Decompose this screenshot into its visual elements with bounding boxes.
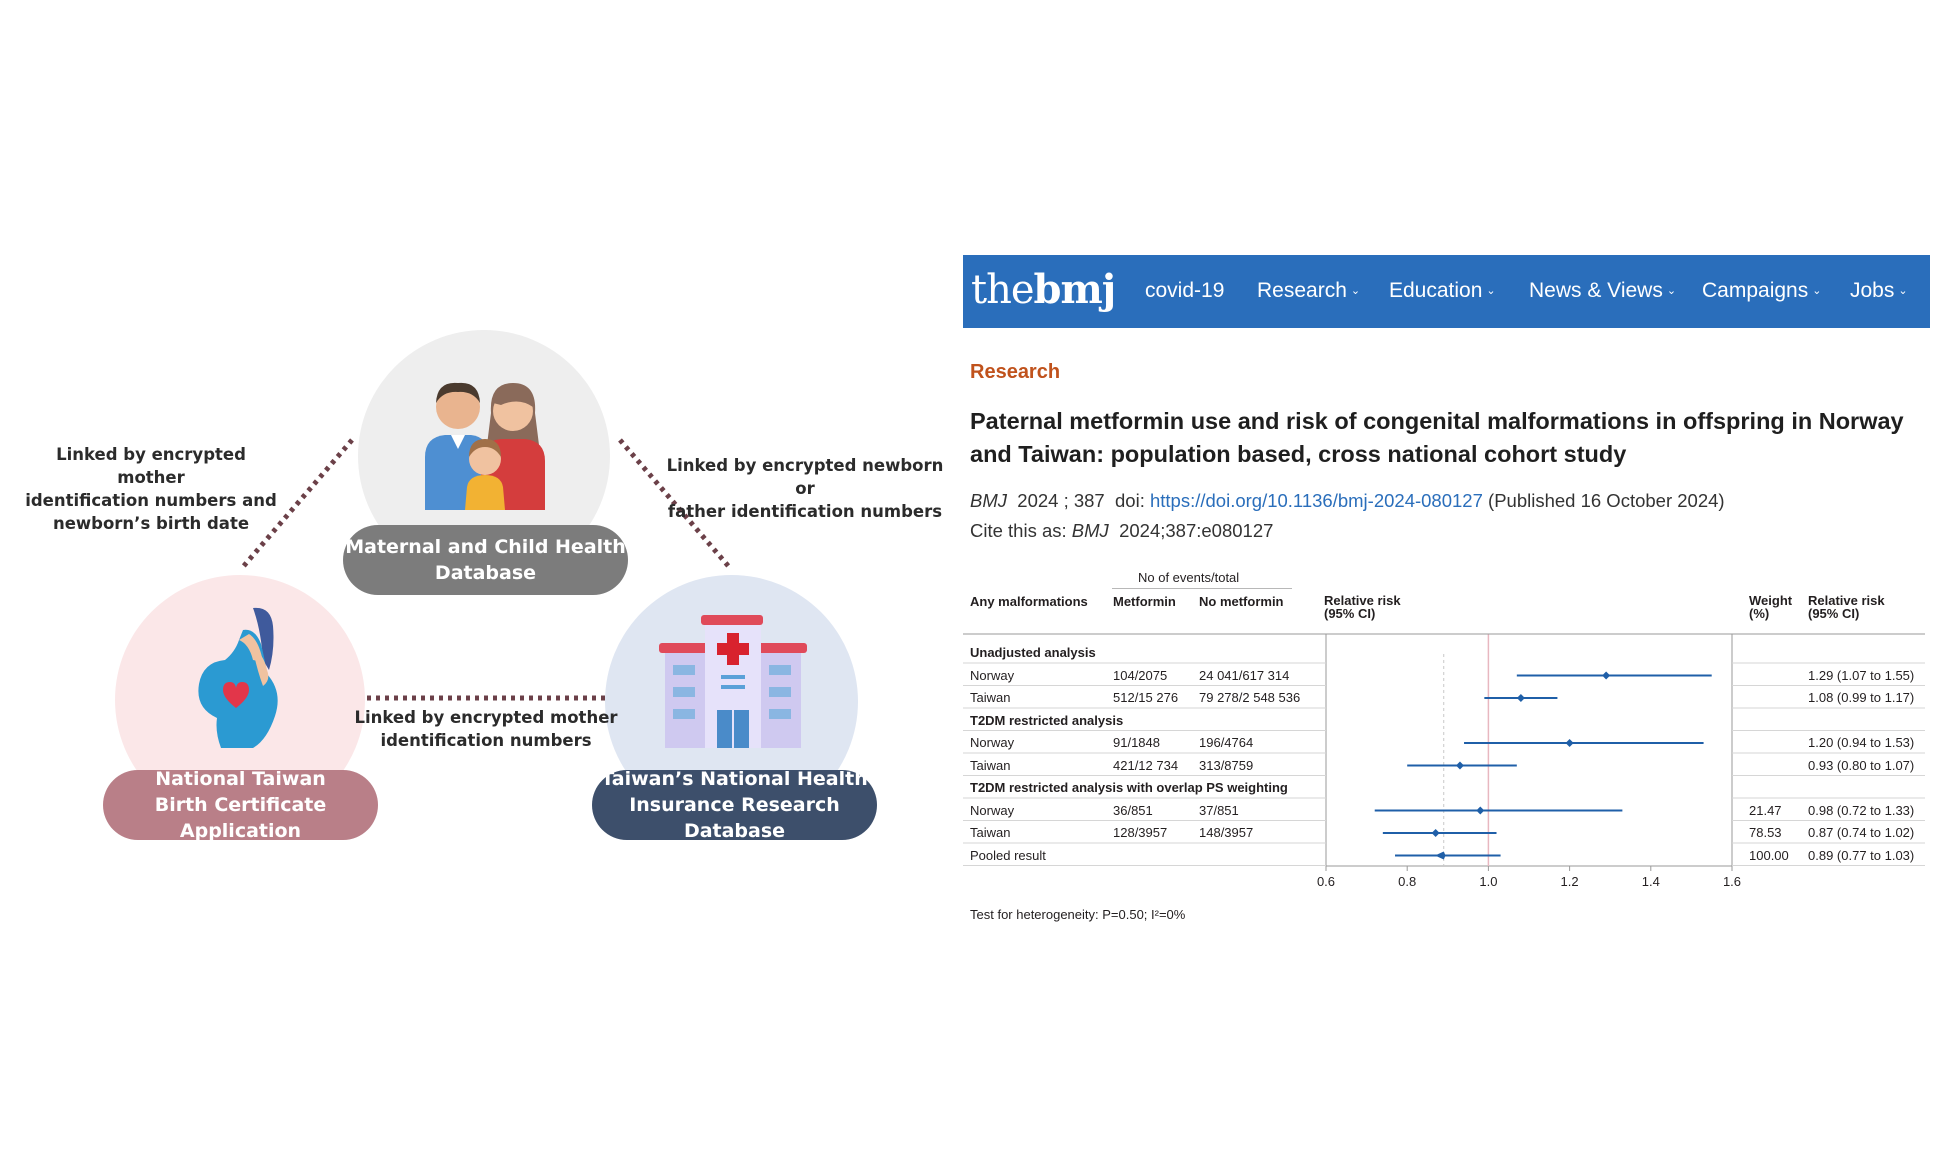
cite-journal: BMJ — [1071, 520, 1109, 541]
pooled-label: Pooled result — [970, 847, 1046, 863]
metformin-events: 36/851 — [1113, 802, 1153, 818]
x-tick-label: 1.2 — [1560, 874, 1579, 889]
no-metformin-events: 37/851 — [1199, 802, 1239, 818]
x-tick-label: 0.8 — [1398, 874, 1417, 889]
study-label: Norway — [970, 667, 1015, 683]
chevron-down-icon: ⌄ — [1666, 285, 1677, 298]
section-header: T2DM restricted analysis — [970, 712, 1124, 728]
link-bottom-text: Linked by encrypted mother identification numbers — [354, 708, 618, 750]
col-outcome-header: Any malformations — [970, 594, 1088, 609]
point-estimate — [1456, 762, 1464, 770]
no-metformin-events: 148/3957 — [1199, 825, 1254, 840]
logo-bold: bmj — [1033, 266, 1116, 313]
rr-ci-text: 1.29 (1.07 to 1.55) — [1808, 667, 1915, 683]
col-rr-axis-header: Relative risk (95% CI) — [1324, 593, 1401, 621]
study-label: Taiwan — [970, 757, 1011, 773]
link-left-text: Linked by encrypted mother identification numbers and newborn’s birth date — [25, 445, 277, 533]
section-label[interactable]: Research — [970, 361, 1061, 383]
doi-label: doi: — [1115, 490, 1145, 511]
study-label: Taiwan — [970, 690, 1011, 705]
col-weight-header: Weight (%) — [1749, 593, 1793, 621]
heterogeneity-footnote: Test for heterogeneity: P=0.50; I²=0% — [970, 907, 1186, 922]
weight-value: 78.53 — [1749, 825, 1782, 840]
study-label: Taiwan — [970, 825, 1011, 840]
insurance-database-text: Taiwan’s National Health Insurance Research Database — [601, 768, 868, 842]
nav-label: Campaigns — [1702, 279, 1809, 302]
rr-ci-text: 1.20 (0.94 to 1.53) — [1808, 735, 1915, 750]
section-header: T2DM restricted analysis with overlap PS weighting — [970, 780, 1288, 795]
nav-label: covid-19 — [1145, 279, 1225, 302]
logo-thin: the — [971, 267, 1034, 313]
no-metformin-events: 196/4764 — [1199, 735, 1254, 750]
cite-reference: 2024;387:e080127 — [1119, 520, 1274, 541]
chevron-down-icon: ⌄ — [1486, 285, 1496, 298]
article-title: Paternal metformin use and risk of congenital malformations in offspring in Norway and Taiwan: population based, cross national cohort study — [970, 408, 1904, 467]
point-estimate — [1602, 672, 1610, 680]
metformin-events: 104/2075 — [1113, 667, 1168, 683]
col-rr-text-header: Relative risk (95% CI) — [1808, 593, 1885, 621]
nav-label: Research — [1257, 279, 1347, 302]
metformin-events: 128/3957 — [1113, 825, 1168, 840]
link-right-text: Linked by encrypted newborn or father identification numbers — [666, 456, 944, 521]
chevron-down-icon: ⌄ — [1350, 285, 1361, 298]
x-tick-label: 1.4 — [1641, 874, 1660, 889]
no-metformin-events: 79 278/2 548 536 — [1199, 690, 1301, 705]
col-metformin-header: Metformin — [1113, 594, 1176, 609]
rr-ci-text: 1.08 (0.99 to 1.17) — [1808, 690, 1915, 705]
no-metformin-events: 24 041/617 314 — [1199, 667, 1290, 683]
no-metformin-events: 313/8759 — [1199, 757, 1254, 773]
metformin-events: 421/12 734 — [1113, 757, 1179, 773]
col-group-header: No of events/total — [1138, 570, 1240, 585]
birth-certificate-text: National Taiwan Birth Certificate Application — [154, 768, 327, 842]
maternal-database-text: Maternal and Child Health Database — [345, 536, 626, 584]
published-date: (Published 16 October 2024) — [1488, 490, 1725, 511]
x-tick-label: 1.6 — [1722, 874, 1742, 889]
pooled-diamond — [1435, 852, 1446, 860]
doi-link[interactable]: https://doi.org/10.1136/bmj-2024-080127 — [1149, 490, 1483, 511]
point-estimate — [1517, 694, 1525, 702]
weight-value: 21.47 — [1749, 802, 1782, 818]
study-label: Norway — [970, 802, 1015, 818]
cite-label: Cite this as: — [970, 520, 1067, 541]
rr-ci-text: 0.89 (0.77 to 1.03) — [1808, 847, 1915, 863]
chevron-down-icon: ⌄ — [1812, 285, 1822, 298]
study-label: Norway — [970, 735, 1015, 750]
year-volume: 2024 ; 387 — [1017, 490, 1105, 511]
point-estimate — [1432, 829, 1440, 837]
rr-ci-text: 0.93 (0.80 to 1.07) — [1808, 757, 1915, 773]
plot-frame — [1326, 634, 1732, 866]
chevron-down-icon: ⌄ — [1898, 285, 1908, 298]
x-tick-label: 1.0 — [1479, 874, 1498, 889]
nav-label: Jobs — [1850, 279, 1895, 302]
weight-value: 100.00 — [1749, 847, 1789, 863]
x-tick-label: 0.6 — [1316, 874, 1336, 889]
metformin-events: 512/15 276 — [1113, 690, 1179, 705]
rr-ci-text: 0.98 (0.72 to 1.33) — [1808, 802, 1915, 818]
col-no-metformin-header: No metformin — [1199, 594, 1284, 609]
metformin-events: 91/1848 — [1113, 735, 1160, 750]
rr-ci-text: 0.87 (0.74 to 1.02) — [1808, 825, 1915, 840]
point-estimate — [1476, 807, 1484, 815]
journal-name: BMJ — [970, 490, 1007, 511]
nav-label: News & Views — [1529, 279, 1663, 302]
section-header: Unadjusted analysis — [970, 645, 1096, 660]
nav-label: Education — [1389, 279, 1483, 302]
point-estimate — [1566, 739, 1574, 747]
